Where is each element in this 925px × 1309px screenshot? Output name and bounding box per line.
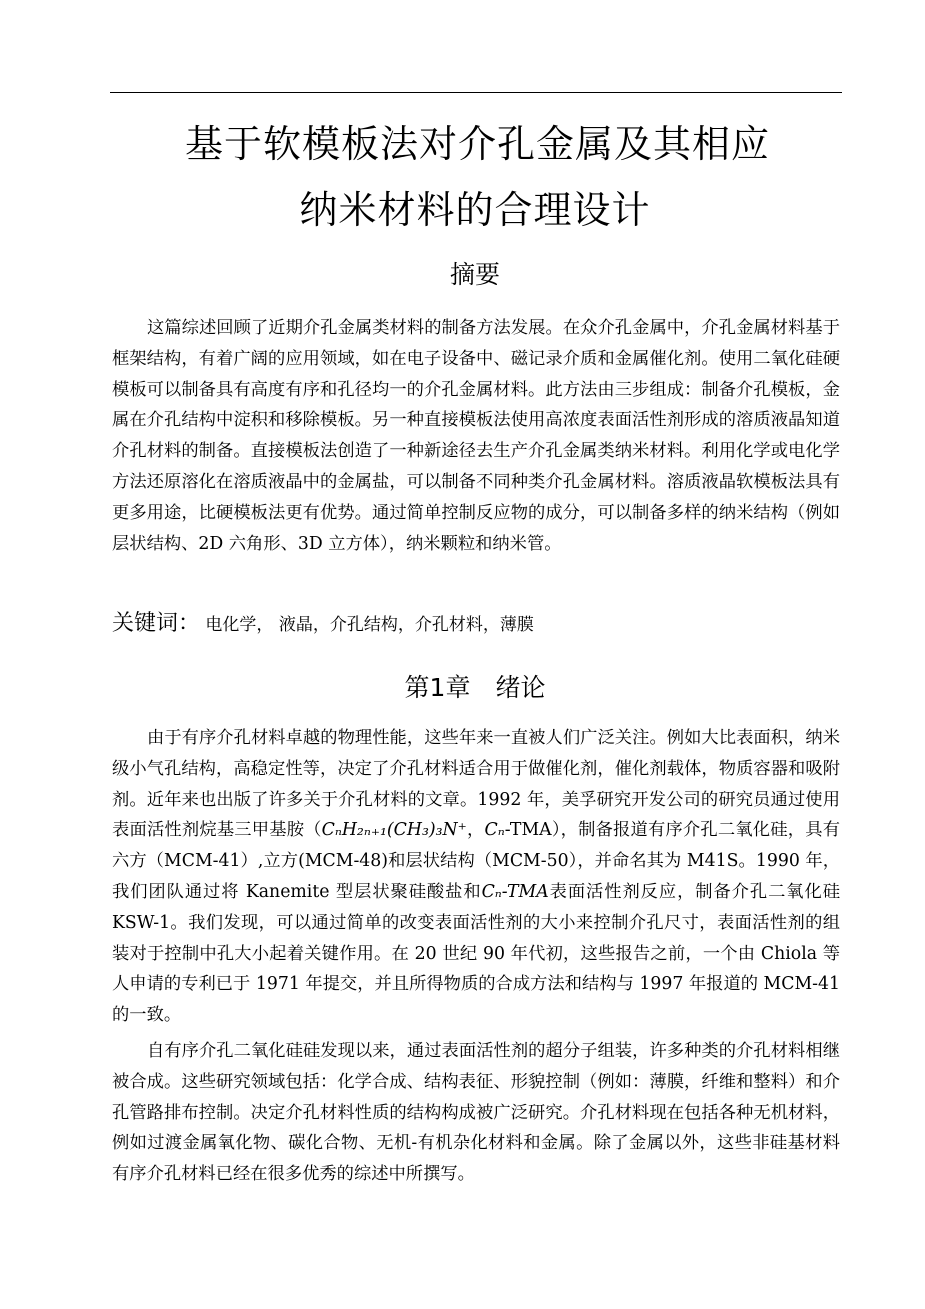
abstract-body: 这篇综述回顾了近期介孔金属类材料的制备方法发展。在众介孔金属中，介孔金属材料基于框架结构，有着广阔的应用领域，如在电子设备中、磁记录介质和金属催化剂。使用二氧化硅硬模板可以制备具有高度有序和孔径均一的介孔金属材料。此方法由三步组成：制备介孔模板，金属在介孔结构中淀积和移除模板。另一种直接模板法使用高浓度表面活性剂形成的溶质液晶知道介孔材料的制备。直接模板法创造了一种新途径去生产介孔金属类纳米材料。利用化学或电化学方法还原溶化在溶质液晶中的金属盐，可以制备不同种类介孔金属材料。溶质液晶软模板法具有更多用途，比硬模板法更有优势。通过简单控制反应物的成分，可以制备多样的纳米结构（例如层状结构、2D 六角形、3D 立方体），纳米颗粒和纳米管。 <box>112 318 840 554</box>
p1-text-a: 由于有序介孔材料卓越的物理性能，这些年来一直被人们广泛关注。例如大比表面积，纳米级小气孔结构，高稳定性等，决定了介孔材料适合用于做催化剂，催化剂载体，物质容器和吸附剂。近年来也出版了许多关于介孔材料的文章。1992 年，美孚研究开发公司的研究员通过使用表面活性剂烷基三甲基胺（ <box>112 728 840 841</box>
title-line-1: 基于软模板法对介孔金属及其相应 <box>184 122 770 166</box>
header-rule <box>110 92 842 93</box>
abstract-heading: 摘要 <box>449 260 500 289</box>
p1-text-c: 表面活性剂反应，制备介孔二氧化硅 KSW-1。我们发现，可以通过简单的改变表面活性剂的大小来控制介孔尺寸，表面活性剂的组装对于控制中孔大小起着关键作用。在 20 世纪 90 年代初，这些报告之前，一个由 Chiola 等人申请的专利已于 1971 年提交，并且所得物质的合成方法和结构与 1997 年报道的 MCM-41 的一致。 <box>112 881 840 1026</box>
formula-separator: ， <box>466 820 485 841</box>
chapter-heading: 第1章 绪论 <box>404 673 546 702</box>
chapter-paragraph-2: 自有序介孔二氧化硅硅发现以来，通过表面活性剂的超分子组装，许多种类的介孔材料相继被合成。这些研究领域包括：化学合成、结构表征、形貌控制（例如：薄膜，纤维和整料）和介孔管路排布控制。决定介孔材料性质的结构构成被广泛研究。介孔材料现在包括各种无机材料，例如过渡金属氧化物、碳化合物、无机-有机杂化材料和金属。除了金属以外，这些非硅基材料有序介孔材料已经在很多优秀的综述中所撰写。 <box>112 1041 840 1185</box>
keywords-label: 关键词： <box>112 611 201 636</box>
keywords-items: 电化学， 液晶，介孔结构，介孔材料，薄膜 <box>205 615 534 635</box>
keywords <box>112 608 534 641</box>
chapter-paragraph-1 <box>112 723 840 1031</box>
formula-surfactant: CₙH₂ₙ₊₁(CH₃)₃N⁺ <box>321 820 467 841</box>
title-line-2: 纳米材料的合理设计 <box>299 188 651 232</box>
formula-cn-tma: Cₙ-TMA <box>481 881 549 902</box>
p1-text-b: ，制备报道有序介孔二氧化硅，具有六方（MCM-41）,立方(MCM-48)和层状结构（MCM-50），并命名其为 M41S。1990 年，我们团队通过将 Kanemite 型层状聚硅酸盐和 <box>112 820 840 902</box>
formula-cn-suffix: -TMA） <box>504 820 561 841</box>
formula-cn: Cₙ <box>484 820 505 841</box>
